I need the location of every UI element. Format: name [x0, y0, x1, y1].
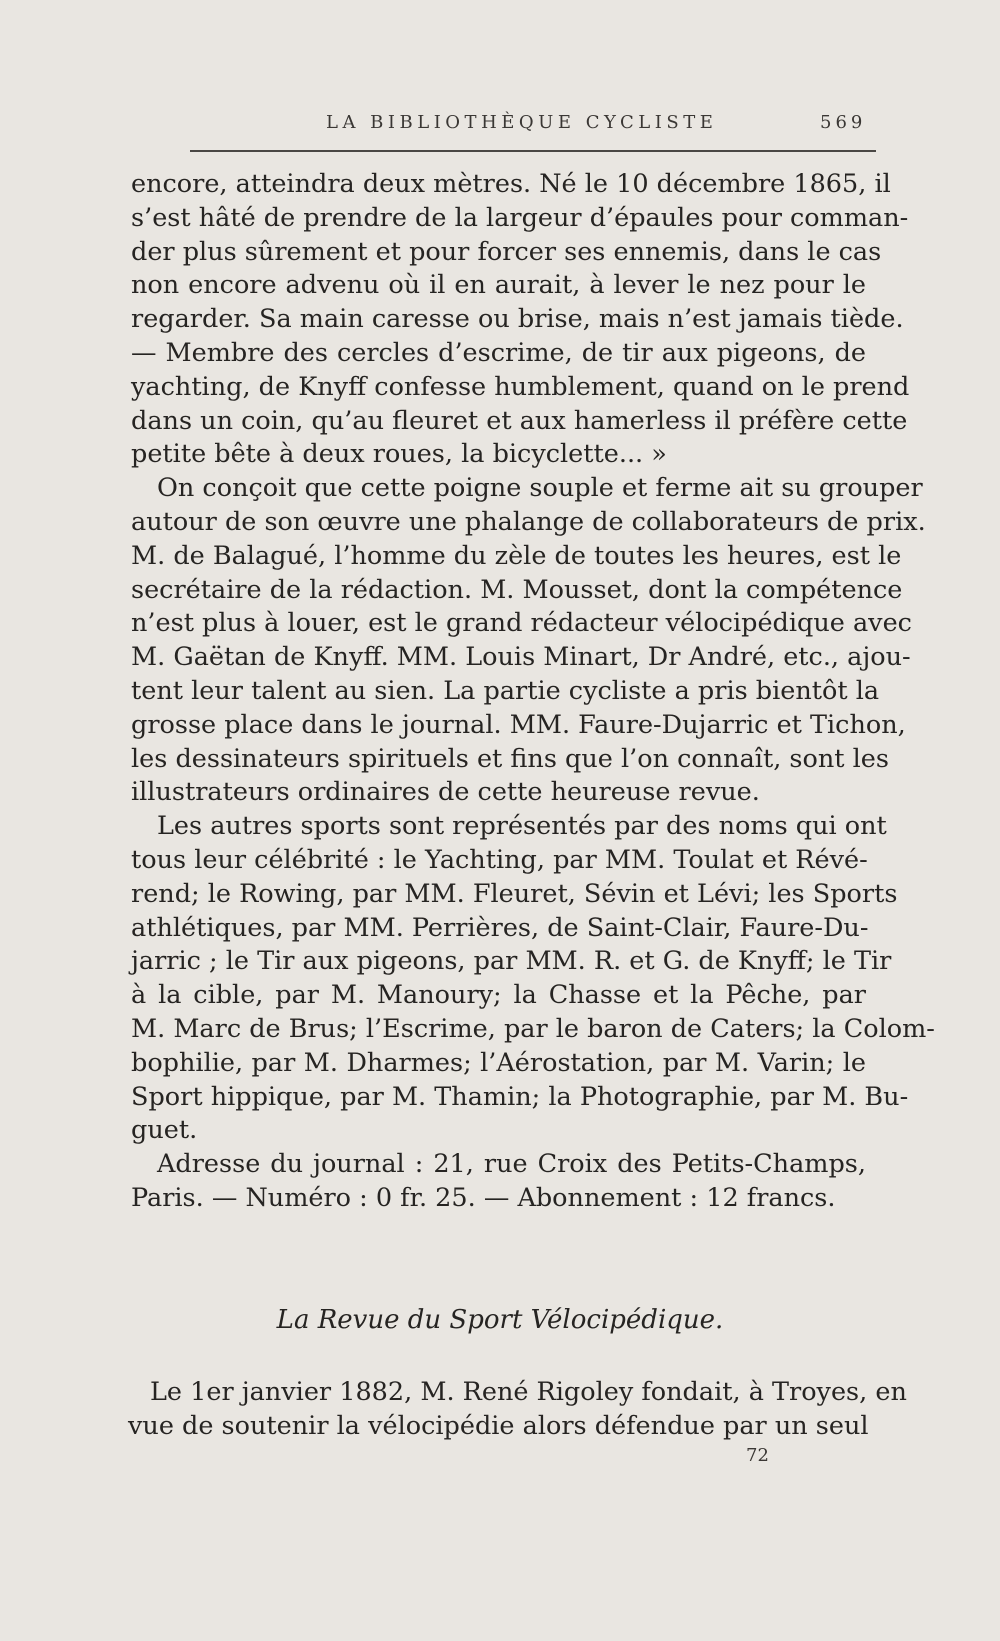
text-line: M. Gaëtan de Knyff. MM. Louis Minart, Dr André, etc., ajou-: [131, 642, 911, 673]
text-line: Les autres sports sont représentés par des noms qui ont: [157, 811, 887, 842]
text-line: athlétiques, par MM. Perrières, de Saint-Clair, Faure-Du-: [131, 912, 869, 943]
text-line: non encore advenu où il en aurait, à lever le nez pour le: [131, 270, 866, 301]
text-line: tous leur célébrité : le Yachting, par MM. Toulat et Révé-: [131, 844, 868, 875]
text-line: s’est hâté de prendre de la largeur d’épaules pour comman-: [131, 202, 909, 233]
text-line: guet.: [131, 1115, 198, 1146]
text-line: à la cible, par M. Manoury; la Chasse et la Pêche, par: [131, 980, 866, 1011]
text-line: yachting, de Knyff confesse humblement, quand on le prend: [131, 371, 910, 402]
text-line: rend; le Rowing, par MM. Fleuret, Sévin et Lévi; les Sports: [131, 878, 898, 909]
text-line: dans un coin, qu’au fleuret et aux hamerless il préfère cette: [131, 405, 908, 436]
text-line: tent leur talent au sien. La partie cycliste a pris bientôt la: [131, 675, 880, 706]
section-opening-text: [128, 1375, 907, 1443]
header-rule: [190, 150, 876, 152]
text-line: On conçoit que cette poigne souple et ferme ait su grouper: [157, 473, 923, 504]
text-line: M. Marc de Brus; l’Escrime, par le baron de Caters; la Colom-: [131, 1013, 935, 1044]
section-title: La Revue du Sport Vélocipédique.: [276, 1305, 724, 1335]
text-line: — Membre des cercles d’escrime, de tir aux pigeons, de: [131, 337, 866, 368]
running-title: LA BIBLIOTHÈQUE CYCLISTE: [326, 112, 718, 133]
text-line: secrétaire de la rédaction. M. Mousset, dont la compétence: [131, 574, 903, 605]
signature-mark: 72: [746, 1445, 769, 1466]
text-line: encore, atteindra deux mètres. Né le 10 décembre 1865, il: [131, 169, 891, 199]
page-number: 569: [820, 112, 867, 133]
text-line: der plus sûrement et pour forcer ses ennemis, dans le cas: [131, 236, 882, 267]
body-text: [131, 168, 935, 1216]
text-line: Sport hippique, par M. Thamin; la Photographie, par M. Bu-: [131, 1081, 909, 1112]
text-line: Le 1er janvier 1882, M. René Rigoley fondait, à Troyes, en: [150, 1377, 907, 1407]
text-line: M. de Balagué, l’homme du zèle de toutes les heures, est le: [131, 540, 902, 571]
text-line: Paris. — Numéro : 0 fr. 25. — Abonnement : 12 francs.: [131, 1182, 836, 1213]
text-line: n’est plus à louer, est le grand rédacteur vélocipédique avec: [131, 608, 912, 639]
page-header: [0, 112, 1000, 142]
text-line: vue de soutenir la vélocipédie alors défendue par un seul: [128, 1411, 869, 1441]
text-line: Adresse du journal : 21, rue Croix des Petits-Champs,: [157, 1149, 866, 1180]
text-line: regarder. Sa main caresse ou brise, mais n’est jamais tiède.: [131, 304, 904, 335]
text-line: jarric ; le Tir aux pigeons, par MM. R. et G. de Knyff; le Tir: [131, 946, 892, 977]
text-line: les dessinateurs spirituels et fins que l’on connaît, sont les: [131, 743, 889, 774]
text-line: autour de son œuvre une phalange de collaborateurs de prix.: [131, 506, 926, 537]
text-line: grosse place dans le journal. MM. Faure-Dujarric et Tichon,: [131, 709, 906, 740]
text-line: illustrateurs ordinaires de cette heureuse revue.: [131, 777, 760, 808]
text-line: petite bête à deux roues, la bicyclette... »: [131, 439, 667, 470]
text-line: bophilie, par M. Dharmes; l’Aérostation, par M. Varin; le: [131, 1047, 866, 1078]
